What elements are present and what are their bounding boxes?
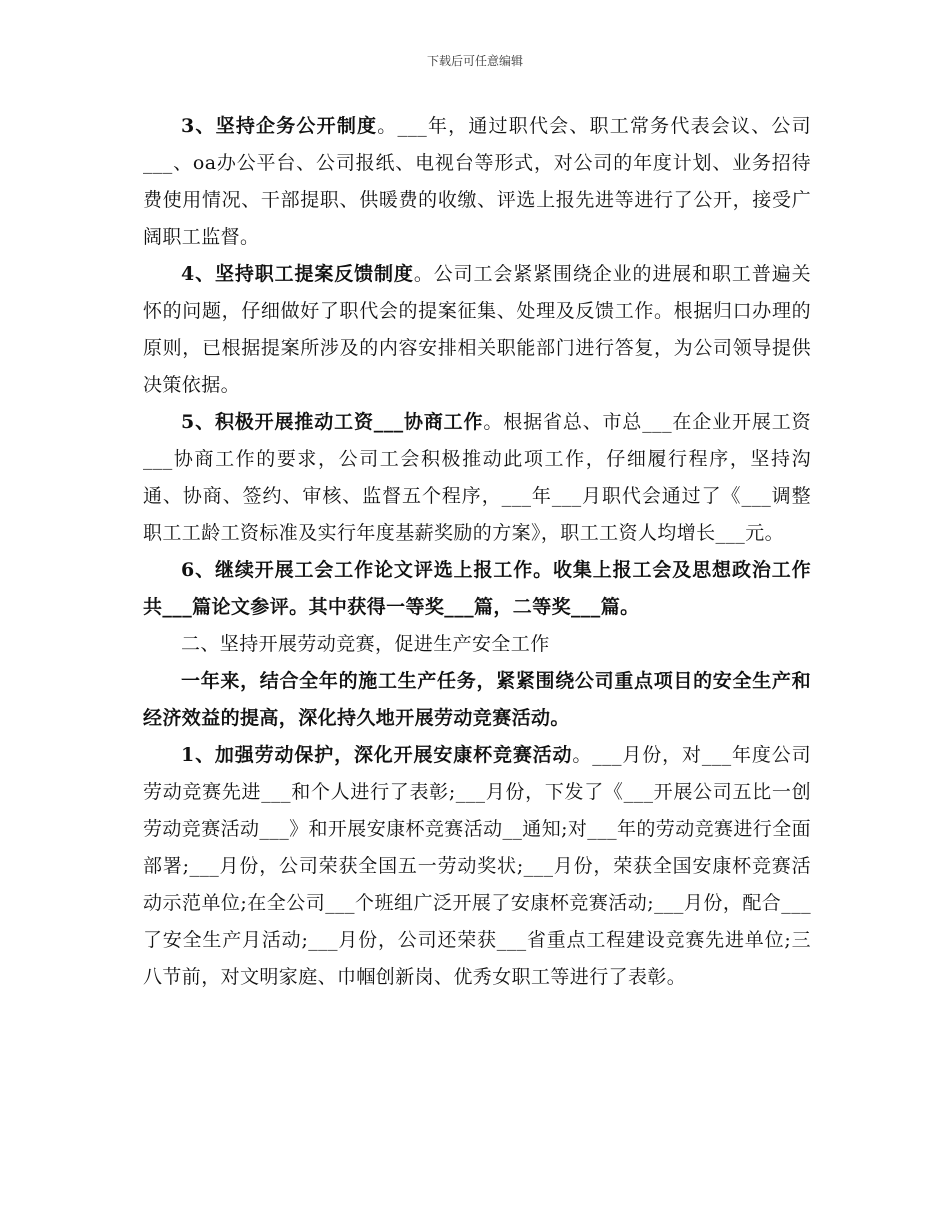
paragraph-disclosure-system [143,108,811,256]
paragraph-heading: 5、积极开展推动工资___协商工作 [181,411,484,433]
paragraph-competition-intro: 一年来，结合全年的施工生产任务，紧紧围绕公司重点项目的安全生产和经济效益的提高，深化持久地开展劳动竞赛活动。 [143,670,811,729]
page-header: 下载后可任意编辑 [426,54,523,68]
paragraph-heading: 1、加强劳动保护，深化开展安康杯竞赛活动 [181,744,573,766]
paragraph-text: 。公司工会紧紧围绕企业的进展和职工普遍关怀的问题，仔细做好了职代会的提案征集、处理及反馈工作。根据归口办理的原则，已根据提案所涉及的内容安排相关职能部门进行答复，为公司领导提供决策依据。 [143,263,811,396]
document-body [143,108,811,996]
section-heading-labor-competition: 二、坚持开展劳动竞赛，促进生产安全工作 [181,633,550,655]
paragraph-text: 。___月份，对___年度公司劳动竞赛先进___和个人进行了表彰;___月份，下发了《___开展公司五比一创劳动竞赛活动___》和开展安康杯竞赛活动__通知;对___年的劳动竞赛进行全面部署;___月份，公司荣获全国五一劳动奖状;___月份，荣获全国安康杯竞赛活动示范单位;在全公司___个班组广泛开展了安康杯竞赛活动;___月份，配合___了安全生产月活动;___月份，公司还荣获___省重点工程建设竞赛先进单位;三八节前，对文明家庭、巾帼创新岗、优秀女职工等进行了表彰。 [143,744,812,988]
paragraph-heading: 3、坚持企务公开制度 [181,115,378,137]
paragraph-proposal-feedback [143,256,811,404]
paragraph-heading: 4、坚持职工提案反馈制度 [181,263,414,285]
paragraph-labor-protection [143,737,811,996]
paragraph-text: 。___年，通过职代会、职工常务代表会议、公司___、oa办公平台、公司报纸、电视台等形式，对公司的年度计划、业务招待费使用情况、干部提职、供暖费的收缴、评选上报先进等进行了公开，接受广阔职工监督。 [143,115,811,248]
paragraph-wage-negotiation [143,404,811,552]
paragraph-thesis-selection: 6、继续开展工会工作论文评选上报工作。收集上报工会及思想政治工作共___篇论文参评。其中获得一等奖___篇，二等奖___篇。 [143,559,811,618]
paragraph-text: 。根据省总、市总___在企业开展工资___协商工作的要求，公司工会积极推动此项工作，仔细履行程序，坚持沟通、协商、签约、审核、监督五个程序，___年___月职代会通过了《___调整职工工龄工资标准及实行年度基薪奖励的方案》，职工工资人均增长___元。 [143,411,811,544]
